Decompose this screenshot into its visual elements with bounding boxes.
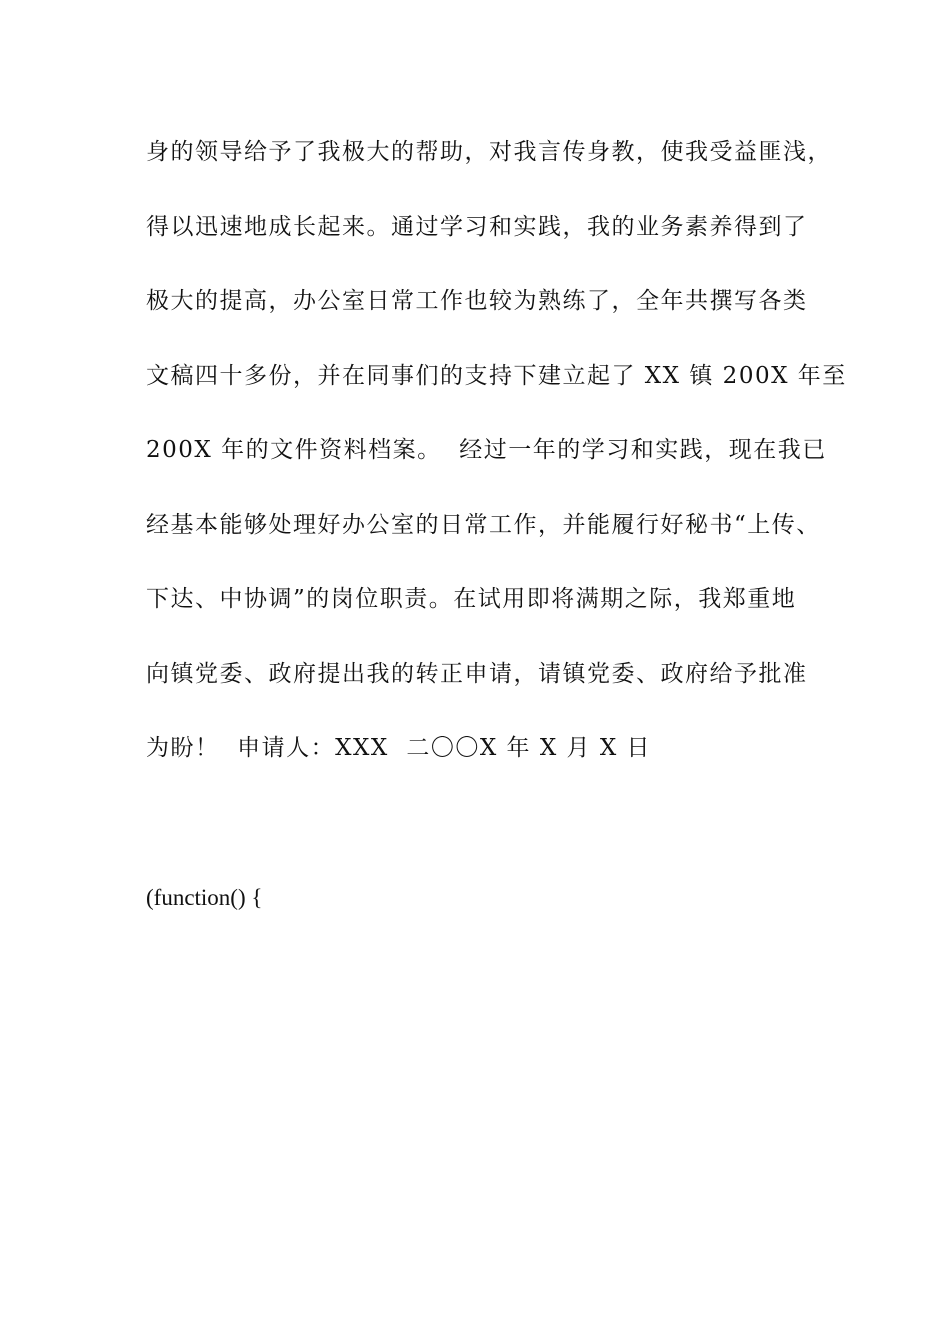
paragraph-line: 经基本能够处理好办公室的日常工作，并能履行好秘书“上传、 — [146, 511, 821, 538]
paragraph-line: 得以迅速地成长起来。通过学习和实践，我的业务素养得到了 — [146, 213, 808, 240]
application-body-text — [146, 128, 847, 799]
code-fragment: (function() { — [146, 885, 263, 910]
paragraph-line: 向镇党委、政府提出我的转正申请，请镇党委、政府给予批准 — [146, 660, 808, 687]
paragraph-line: 下达、中协调”的岗位职责。在试用即将满期之际，我郑重地 — [146, 586, 797, 612]
paragraph-line: 文稿四十多份，并在同事们的支持下建立起了 XX 镇 200X 年至 — [146, 362, 847, 389]
paragraph-line: 200X 年的文件资料档案。 经过一年的学习和实践，现在我已 — [146, 437, 827, 463]
paragraph-line: 极大的提高，办公室日常工作也较为熟练了，全年共撰写各类 — [146, 288, 808, 314]
paragraph-line: 身的领导给予了我极大的帮助，对我言传身教，使我受益匪浅， — [146, 139, 832, 165]
signature-line: 为盼！ 申请人：XXX 二〇〇X 年 X 月 X 日 — [146, 735, 652, 761]
